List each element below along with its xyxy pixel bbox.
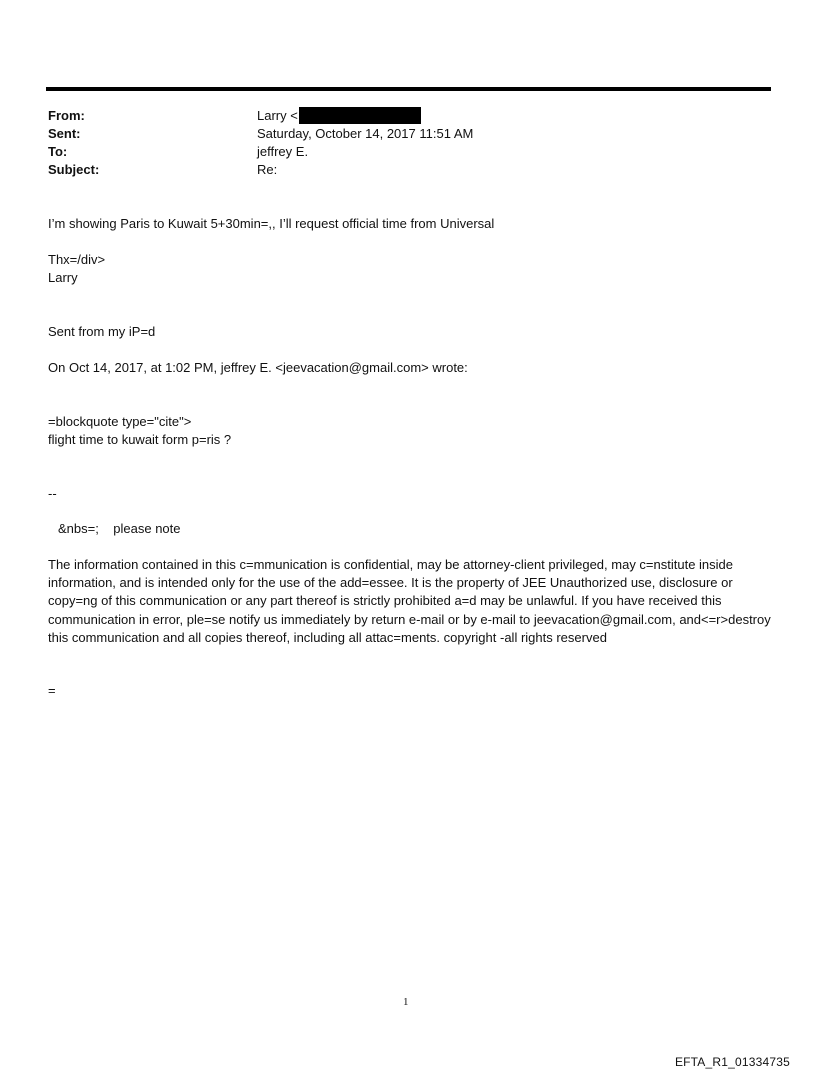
from-label: From: (48, 108, 85, 123)
subject-label: Subject: (48, 162, 100, 177)
body-line-sent-from: Sent from my iP=d (48, 324, 156, 339)
redaction-box (299, 107, 421, 124)
body-line-signature: Larry (48, 270, 78, 285)
to-value: jeffrey E. (257, 144, 309, 159)
body-line-question: flight time to kuwait form p=ris ? (48, 432, 232, 447)
body-line-quote-intro: On Oct 14, 2017, at 1:02 PM, jeffrey E. <jeevacation@gmail.com> wrote: (48, 360, 468, 375)
sent-value: Saturday, October 14, 2017 11:51 AM (257, 126, 474, 141)
page-number: 1 (403, 996, 409, 1008)
body-line-blockquote: =blockquote type="cite"> (48, 414, 192, 429)
sent-label: Sent: (48, 126, 81, 141)
body-line-equals: = (48, 683, 56, 698)
body-line-separator: -- (48, 486, 57, 501)
body-line-message: I’m showing Paris to Kuwait 5+30min=,, I’ll request official time from Universal (48, 216, 495, 231)
disclaimer-paragraph: The information contained in this c=mmunication is confidential, may be attorney-client privileged, may c=nstitute inside information, and is intended only for the use of the add=essee. It is the property of JEE Unauthorized use, disclosure or copy=ng of this communication or any part thereof is strictly prohibited a=d may be unlawful. If you have received this communication in error, ple=se notify us immediately by return e-mail or by e-mail to jeevacation@gmail.com, and<=r>destroy this communication and all copies thereof, including all attac=ments. copyright -all rights reserved (48, 557, 771, 645)
from-value (257, 107, 421, 125)
body-line-please-note: &nbs=; please note (58, 521, 181, 536)
bates-number: EFTA_R1_01334735 (674, 1055, 790, 1069)
subject-value: Re: (257, 162, 278, 177)
from-name: Larry < (257, 108, 298, 123)
body-line-thx: Thx=/div> (48, 252, 106, 267)
to-label: To: (48, 144, 68, 159)
header-rule (46, 87, 771, 91)
